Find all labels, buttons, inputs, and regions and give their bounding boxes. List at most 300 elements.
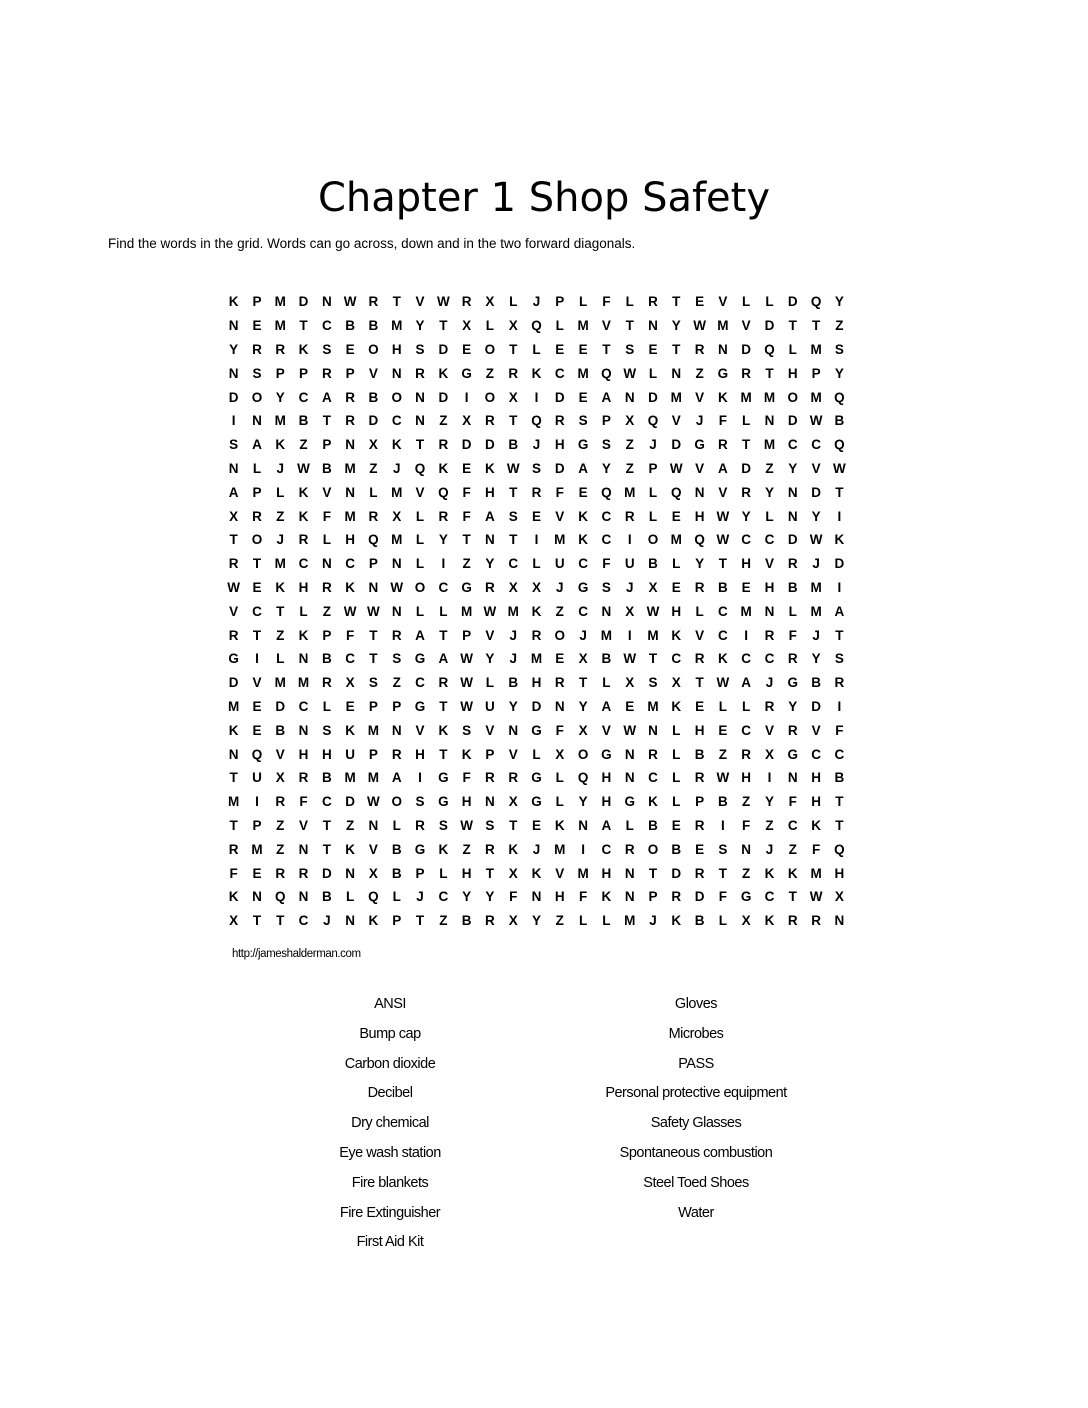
grid-cell: N bbox=[764, 413, 775, 429]
grid-cell: R bbox=[298, 770, 309, 786]
grid-cell: Y bbox=[695, 556, 705, 572]
grid-cell: O bbox=[251, 389, 263, 405]
grid-cell: P bbox=[695, 794, 705, 810]
grid-cell: F bbox=[462, 508, 471, 524]
grid-cell: R bbox=[741, 365, 752, 381]
grid-cell: Y bbox=[764, 794, 774, 810]
grid-cell: M bbox=[600, 627, 613, 643]
grid-cell: N bbox=[508, 722, 519, 738]
grid-cell: L bbox=[625, 294, 634, 310]
grid-cell: A bbox=[601, 389, 612, 405]
grid-cell: R bbox=[694, 341, 705, 357]
grid-cell: P bbox=[392, 698, 402, 714]
grid-cell: I bbox=[837, 508, 842, 524]
grid-cell: R bbox=[834, 675, 845, 691]
grid-cell: J bbox=[649, 913, 657, 929]
grid-cell: L bbox=[415, 603, 425, 619]
grid-cell: T bbox=[509, 413, 518, 429]
grid-cell: S bbox=[601, 437, 611, 453]
grid-cell: P bbox=[648, 460, 658, 476]
grid-cell: S bbox=[648, 675, 658, 691]
grid-cell: Z bbox=[276, 841, 285, 857]
grid-cell: R bbox=[345, 413, 355, 429]
grid-cell: J bbox=[323, 913, 331, 929]
grid-cell: L bbox=[765, 508, 774, 524]
grid-cell: L bbox=[346, 889, 355, 905]
grid-cell: O bbox=[251, 532, 263, 548]
grid-cell: T bbox=[485, 865, 495, 881]
grid-cell: R bbox=[368, 294, 379, 310]
grid-cell: N bbox=[345, 913, 355, 929]
grid-cell: P bbox=[392, 913, 402, 929]
grid-cell: R bbox=[228, 627, 239, 643]
grid-row bbox=[222, 290, 851, 314]
grid-row bbox=[222, 790, 851, 814]
grid-cell: R bbox=[485, 841, 495, 857]
grid-cell: N bbox=[298, 651, 309, 667]
grid-cell: L bbox=[252, 460, 262, 476]
grid-cell: Q bbox=[647, 413, 659, 429]
grid-cell: E bbox=[252, 698, 262, 714]
grid-cell: G bbox=[531, 794, 542, 810]
grid-cell: N bbox=[787, 770, 798, 786]
grid-cell: W bbox=[716, 532, 730, 548]
grid-cell: S bbox=[718, 841, 728, 857]
grid-cell: L bbox=[555, 770, 564, 786]
grid-cell: Z bbox=[742, 865, 751, 881]
grid-cell: I bbox=[464, 389, 469, 405]
grid-cell: Z bbox=[322, 603, 331, 619]
grid-cell: G bbox=[601, 746, 612, 762]
grid-cell: N bbox=[321, 556, 332, 572]
grid-cell: S bbox=[834, 651, 844, 667]
grid-cell: E bbox=[695, 698, 705, 714]
grid-cell: K bbox=[601, 889, 612, 905]
grid-cell: F bbox=[229, 865, 238, 881]
grid-cell: W bbox=[343, 294, 357, 310]
source-url: http://jameshalderman.com bbox=[232, 948, 361, 960]
grid-cell: N bbox=[391, 722, 402, 738]
grid-cell: T bbox=[602, 341, 611, 357]
grid-cell: J bbox=[649, 437, 657, 453]
grid-cell: V bbox=[764, 722, 774, 738]
grid-cell: R bbox=[694, 817, 705, 833]
grid-cell: N bbox=[345, 865, 355, 881]
grid-row bbox=[222, 909, 851, 933]
grid-cell: L bbox=[322, 698, 331, 714]
grid-cell: K bbox=[578, 508, 588, 524]
grid-cell: H bbox=[741, 556, 752, 572]
grid-row bbox=[222, 528, 851, 552]
grid-cell: M bbox=[554, 532, 566, 548]
grid-cell: X bbox=[485, 294, 495, 310]
grid-cell: O bbox=[484, 389, 496, 405]
grid-cell: I bbox=[627, 627, 632, 643]
grid-cell: I bbox=[534, 389, 539, 405]
grid-cell: Y bbox=[508, 698, 518, 714]
grid-cell: Q bbox=[810, 294, 822, 310]
grid-cell: R bbox=[531, 627, 542, 643]
grid-cell: W bbox=[483, 603, 497, 619]
grid-cell: T bbox=[835, 817, 844, 833]
grid-cell: X bbox=[345, 675, 355, 691]
grid-cell: L bbox=[485, 675, 495, 691]
grid-cell: J bbox=[416, 889, 424, 905]
grid-cell: J bbox=[579, 627, 587, 643]
grid-cell: S bbox=[578, 413, 588, 429]
grid-cell: K bbox=[648, 794, 658, 810]
grid-cell: Y bbox=[438, 532, 448, 548]
grid-cell: M bbox=[367, 770, 380, 786]
grid-cell: Z bbox=[625, 460, 634, 476]
grid-cell: T bbox=[811, 318, 821, 334]
grid-cell: V bbox=[275, 746, 285, 762]
grid-cell: R bbox=[764, 698, 775, 714]
grid-cell: R bbox=[694, 770, 705, 786]
grid-cell: A bbox=[578, 460, 588, 476]
grid-cell: H bbox=[694, 508, 705, 524]
grid-cell: R bbox=[438, 675, 449, 691]
grid-cell: M bbox=[274, 556, 286, 572]
grid-cell: L bbox=[322, 532, 331, 548]
grid-cell: I bbox=[581, 841, 585, 857]
grid-cell: G bbox=[414, 841, 426, 857]
grid-cell: V bbox=[718, 484, 728, 500]
grid-cell: L bbox=[625, 817, 634, 833]
grid-cell: K bbox=[438, 365, 449, 381]
grid-cell: Y bbox=[601, 460, 611, 476]
grid-cell: Z bbox=[742, 794, 751, 810]
grid-cell: Q bbox=[601, 365, 612, 381]
grid-cell: O bbox=[647, 532, 659, 548]
grid-cell: T bbox=[695, 675, 704, 691]
grid-cell: E bbox=[578, 484, 588, 500]
grid-cell: P bbox=[555, 294, 565, 310]
grid-cell: M bbox=[577, 318, 589, 334]
grid-cell: N bbox=[391, 603, 402, 619]
grid-cell: C bbox=[415, 675, 425, 691]
grid-cell: P bbox=[275, 365, 285, 381]
grid-cell: J bbox=[392, 460, 401, 476]
word-list-item: Decibel bbox=[367, 1085, 413, 1102]
grid-cell: T bbox=[322, 817, 331, 833]
grid-cell: K bbox=[531, 365, 542, 381]
grid-cell: H bbox=[601, 770, 612, 786]
grid-cell: M bbox=[228, 794, 240, 810]
grid-cell: X bbox=[578, 722, 588, 738]
grid-cell: R bbox=[694, 865, 705, 881]
grid-cell: C bbox=[345, 651, 355, 667]
grid-cell: R bbox=[694, 579, 705, 595]
grid-cell: K bbox=[811, 817, 821, 833]
grid-cell: L bbox=[392, 817, 401, 833]
grid-cell: C bbox=[787, 817, 798, 833]
grid-cell: R bbox=[391, 627, 402, 643]
word-list-item: Eye wash station bbox=[339, 1144, 441, 1161]
grid-cell: W bbox=[460, 675, 473, 691]
grid-cell: T bbox=[509, 532, 518, 548]
grid-cell: E bbox=[671, 508, 681, 524]
instructions-text: Find the words in the grid. Words can go across, down and in the two forward diagonals. bbox=[108, 236, 636, 251]
grid-cell: Y bbox=[834, 294, 844, 310]
grid-cell: Y bbox=[532, 913, 542, 929]
grid-cell: R bbox=[485, 579, 495, 595]
grid-cell: W bbox=[460, 698, 473, 714]
grid-cell: D bbox=[228, 389, 239, 405]
grid-cell: X bbox=[625, 603, 635, 619]
grid-row bbox=[222, 647, 851, 671]
grid-cell: F bbox=[509, 889, 518, 905]
grid-cell: P bbox=[462, 627, 472, 643]
grid-cell: Y bbox=[485, 651, 495, 667]
grid-cell: M bbox=[624, 913, 636, 929]
grid-cell: Z bbox=[299, 437, 308, 453]
grid-cell: R bbox=[275, 341, 286, 357]
grid-cell: H bbox=[461, 865, 472, 881]
grid-cell: D bbox=[811, 484, 821, 500]
grid-cell: W bbox=[623, 365, 637, 381]
grid-cell: W bbox=[693, 318, 706, 334]
grid-cell: H bbox=[554, 437, 565, 453]
grid-cell: E bbox=[718, 722, 728, 738]
grid-cell: K bbox=[228, 889, 239, 905]
grid-cell: M bbox=[810, 603, 822, 619]
grid-cell: T bbox=[625, 318, 634, 334]
grid-cell: C bbox=[508, 556, 519, 572]
grid-cell: G bbox=[438, 770, 449, 786]
grid-row bbox=[222, 885, 851, 909]
grid-cell: M bbox=[810, 865, 822, 881]
grid-cell: K bbox=[508, 841, 519, 857]
grid-cell: G bbox=[694, 437, 705, 453]
grid-cell: R bbox=[718, 437, 728, 453]
grid-cell: P bbox=[648, 889, 658, 905]
grid-cell: K bbox=[228, 722, 239, 738]
grid-cell: T bbox=[276, 603, 285, 619]
grid-cell: N bbox=[228, 460, 239, 476]
grid-cell: P bbox=[368, 746, 378, 762]
grid-cell: E bbox=[671, 817, 681, 833]
grid-cell: K bbox=[764, 913, 775, 929]
grid-cell: R bbox=[764, 627, 775, 643]
grid-cell: D bbox=[671, 865, 682, 881]
grid-cell: K bbox=[275, 437, 286, 453]
grid-cell: F bbox=[602, 556, 611, 572]
grid-cell: L bbox=[578, 913, 588, 929]
grid-cell: S bbox=[462, 722, 472, 738]
word-list-item: Gloves bbox=[674, 996, 718, 1012]
grid-cell: B bbox=[321, 651, 332, 667]
grid-row bbox=[222, 504, 851, 528]
grid-cell: N bbox=[252, 413, 262, 429]
grid-cell: G bbox=[577, 579, 589, 595]
grid-row bbox=[222, 718, 851, 742]
grid-cell: H bbox=[671, 603, 682, 619]
grid-cell: C bbox=[298, 913, 309, 929]
grid-cell: O bbox=[647, 841, 659, 857]
grid-cell: C bbox=[601, 841, 612, 857]
grid-cell: T bbox=[439, 746, 448, 762]
grid-cell: F bbox=[742, 817, 751, 833]
grid-cell: G bbox=[461, 579, 472, 595]
grid-cell: C bbox=[787, 437, 798, 453]
grid-cell: T bbox=[509, 341, 518, 357]
grid-cell: L bbox=[648, 508, 658, 524]
grid-cell: C bbox=[298, 556, 309, 572]
grid-cell: H bbox=[321, 746, 332, 762]
grid-cell: M bbox=[577, 865, 589, 881]
grid-cell: Z bbox=[765, 460, 774, 476]
grid-cell: U bbox=[554, 556, 565, 572]
grid-cell: T bbox=[229, 770, 238, 786]
grid-row bbox=[222, 837, 851, 861]
grid-cell: G bbox=[717, 365, 729, 381]
grid-cell: T bbox=[835, 794, 844, 810]
grid-cell: J bbox=[556, 579, 564, 595]
grid-cell: L bbox=[439, 603, 448, 619]
grid-cell: T bbox=[648, 651, 658, 667]
grid-cell: O bbox=[554, 627, 566, 643]
grid-cell: K bbox=[298, 627, 309, 643]
grid-cell: N bbox=[718, 341, 728, 357]
grid-cell: R bbox=[531, 484, 542, 500]
grid-cell: B bbox=[694, 913, 705, 929]
grid-cell: B bbox=[508, 675, 519, 691]
grid-cell: N bbox=[764, 603, 775, 619]
grid-cell: T bbox=[765, 365, 774, 381]
grid-cell: Z bbox=[369, 460, 378, 476]
grid-cell: E bbox=[695, 841, 705, 857]
grid-cell: B bbox=[368, 318, 379, 334]
grid-cell: X bbox=[229, 508, 239, 524]
grid-cell: M bbox=[391, 484, 403, 500]
grid-cell: D bbox=[321, 865, 332, 881]
grid-cell: V bbox=[485, 627, 495, 643]
grid-cell: F bbox=[462, 484, 471, 500]
grid-cell: V bbox=[252, 675, 262, 691]
grid-cell: G bbox=[414, 698, 426, 714]
grid-cell: L bbox=[532, 556, 541, 572]
grid-cell: C bbox=[554, 365, 565, 381]
grid-cell: A bbox=[601, 817, 612, 833]
grid-cell: V bbox=[695, 627, 705, 643]
grid-cell: N bbox=[298, 841, 309, 857]
word-list-left bbox=[290, 990, 490, 1258]
grid-cell: M bbox=[297, 675, 310, 691]
grid-cell: D bbox=[345, 794, 355, 810]
grid-cell: L bbox=[415, 508, 425, 524]
grid-cell: M bbox=[274, 413, 286, 429]
grid-cell: W bbox=[297, 460, 310, 476]
grid-cell: M bbox=[763, 437, 776, 453]
grid-cell: D bbox=[368, 413, 379, 429]
grid-cell: C bbox=[741, 651, 752, 667]
grid-cell: T bbox=[439, 698, 448, 714]
grid-cell: R bbox=[321, 365, 332, 381]
grid-row bbox=[222, 314, 851, 338]
grid-row bbox=[222, 552, 851, 576]
grid-row bbox=[222, 623, 851, 647]
grid-cell: C bbox=[298, 389, 309, 405]
grid-cell: N bbox=[787, 508, 798, 524]
grid-cell: K bbox=[718, 389, 728, 405]
grid-cell: N bbox=[252, 889, 262, 905]
grid-cell: D bbox=[531, 698, 542, 714]
word-list-item: First Aid Kit bbox=[356, 1234, 424, 1251]
grid-cell: T bbox=[509, 817, 518, 833]
grid-cell: L bbox=[602, 675, 611, 691]
grid-cell: L bbox=[672, 722, 681, 738]
grid-cell: W bbox=[623, 722, 637, 738]
grid-cell: J bbox=[765, 675, 774, 691]
grid-cell: A bbox=[252, 437, 262, 453]
grid-cell: R bbox=[321, 579, 332, 595]
grid-cell: Z bbox=[462, 841, 471, 857]
grid-cell: N bbox=[298, 722, 309, 738]
grid-cell: Z bbox=[276, 627, 285, 643]
grid-cell: E bbox=[671, 579, 681, 595]
grid-cell: X bbox=[648, 579, 658, 595]
grid-cell: C bbox=[252, 603, 262, 619]
grid-cell: P bbox=[322, 627, 332, 643]
grid-cell: C bbox=[764, 532, 775, 548]
grid-cell: R bbox=[671, 889, 682, 905]
grid-cell: W bbox=[227, 579, 241, 595]
grid-cell: E bbox=[741, 579, 751, 595]
grid-cell: B bbox=[461, 913, 472, 929]
grid-cell: T bbox=[672, 294, 681, 310]
grid-cell: R bbox=[787, 913, 798, 929]
grid-cell: G bbox=[740, 889, 752, 905]
grid-cell: D bbox=[671, 437, 682, 453]
grid-cell: K bbox=[298, 484, 309, 500]
grid-cell: M bbox=[717, 318, 729, 334]
grid-cell: M bbox=[367, 722, 380, 738]
grid-cell: F bbox=[835, 722, 844, 738]
grid-row bbox=[222, 695, 851, 719]
grid-cell: G bbox=[438, 794, 449, 810]
grid-cell: N bbox=[321, 294, 332, 310]
grid-cell: U bbox=[345, 746, 355, 762]
grid-cell: H bbox=[298, 579, 309, 595]
grid-cell: N bbox=[648, 722, 658, 738]
grid-cell: X bbox=[462, 318, 472, 334]
grid-cell: D bbox=[648, 389, 658, 405]
grid-cell: R bbox=[787, 556, 798, 572]
grid-cell: J bbox=[695, 413, 704, 429]
grid-cell: D bbox=[554, 460, 565, 476]
grid-cell: L bbox=[485, 318, 495, 334]
grid-cell: J bbox=[765, 841, 774, 857]
grid-cell: Y bbox=[741, 508, 751, 524]
grid-cell: L bbox=[672, 746, 681, 762]
grid-cell: C bbox=[741, 532, 752, 548]
grid-cell: T bbox=[835, 627, 844, 643]
grid-cell: R bbox=[252, 341, 262, 357]
grid-cell: P bbox=[368, 556, 378, 572]
grid-cell: E bbox=[252, 865, 262, 881]
grid-cell: L bbox=[415, 556, 425, 572]
grid-cell: K bbox=[345, 579, 355, 595]
grid-cell: X bbox=[625, 413, 635, 429]
grid-cell: L bbox=[439, 865, 448, 881]
grid-cell: L bbox=[578, 294, 588, 310]
grid-cell: S bbox=[625, 341, 635, 357]
grid-cell: Z bbox=[462, 556, 471, 572]
grid-cell: R bbox=[345, 389, 355, 405]
grid-cell: T bbox=[718, 865, 727, 881]
grid-cell: Q bbox=[834, 437, 845, 453]
